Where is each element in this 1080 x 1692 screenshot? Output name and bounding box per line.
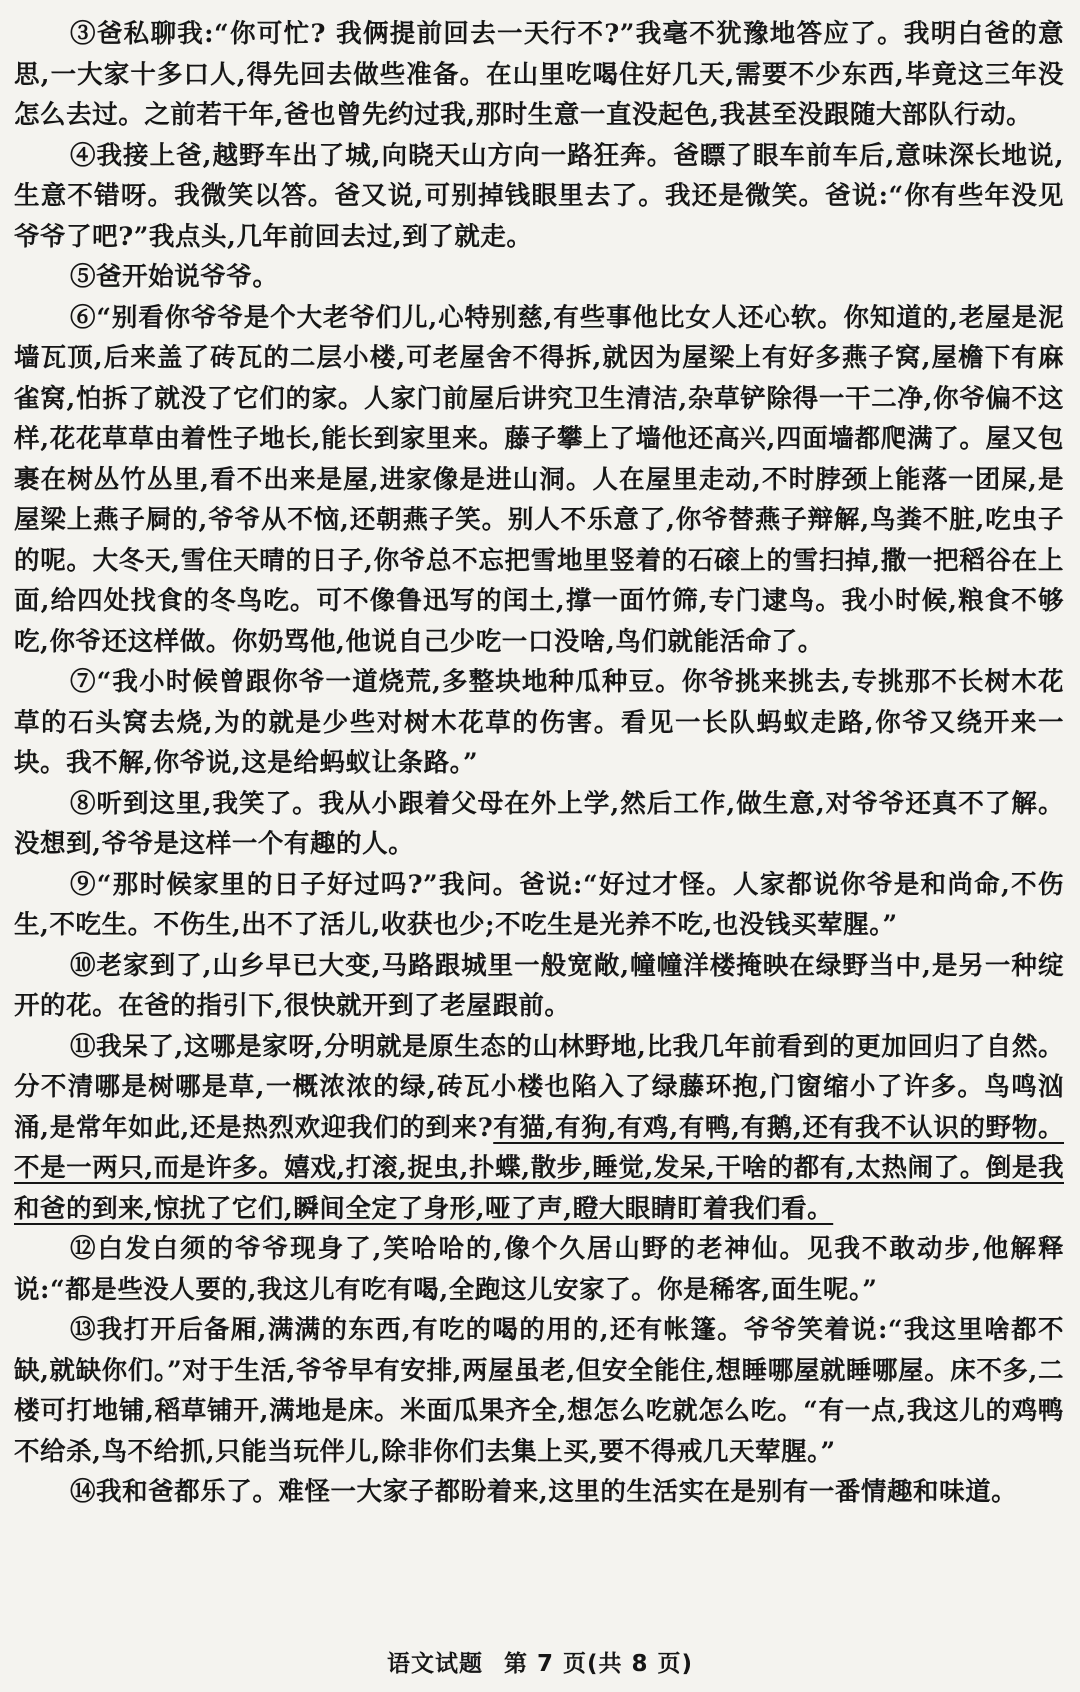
paragraph-7: ⑦“我小时候曾跟你爷一道烧荒,多整块地种瓜种豆。你爷挑来挑去,专挑那不长树木花草的石头窝去烧,为的就是少些对树木花草的伤害。看见一长队蚂蚁走路,你爷又绕开来一块。我不解,你爷说,这是给蚂蚁让条路。” bbox=[14, 667, 1064, 778]
footer-page-number: 第 7 页(共 8 页) bbox=[503, 1651, 694, 1677]
paragraph-8: ⑧听到这里,我笑了。我从小跟着父母在外上学,然后工作,做生意,对爷爷还真不了解。没想到,爷爷是这样一个有趣的人。 bbox=[14, 788, 1064, 859]
paragraph-9: ⑨“那时候家里的日子好过吗?”我问。爸说:“好过才怪。人家都说你爷是和尚命,不伤生,不吃生。不伤生,出不了活儿,收获也少;不吃生是光养不吃,也没钱买荤腥。” bbox=[14, 869, 1064, 940]
paragraph-12: ⑫白发白须的爷爷现身了,笑哈哈的,像个久居山野的老神仙。见我不敢动步,他解释说:“都是些没人要的,我这儿有吃有喝,全跑这儿安家了。你是稀客,面生呢。” bbox=[14, 1234, 1064, 1305]
paragraph-13: ⑬我打开后备厢,满满的东西,有吃的喝的用的,还有帐篷。爷爷笑着说:“我这里啥都不缺,就缺你们。”对于生活,爷爷早有安排,两屋虽老,但安全能住,想睡哪屋就睡哪屋。床不多,二楼可打地铺,稻草铺开,满地是床。米面瓜果齐全,想怎么吃就怎么吃。“有一点,我这儿的鸡鸭不给杀,鸟不给抓,只能当玩伴儿,除非你们去集上买,要不得戒几天荤腥。” bbox=[14, 1315, 1064, 1467]
paragraph-4: ④我接上爸,越野车出了城,向晓天山方向一路狂奔。爸瞟了眼车前车后,意味深长地说,生意不错呀。我微笑以答。爸又说,可别掉钱眼里去了。我还是微笑。爸说:“你有些年没见爷爷了吧?”我点头,几年前回去过,到了就走。 bbox=[14, 140, 1064, 252]
paragraph-11-text: ⑪我呆了,这哪是家呀,分明就是原生态的山林野地,比我几年前看到的更加回归了自然。分不清哪是树哪是草,一概浓浓的绿,砖瓦小楼也陷入了绿藤环抱,门窗缩小了许多。鸟鸣汹涌,是常年如此,还是热烈欢迎我们的到来? bbox=[14, 1031, 1064, 1143]
paragraph-10: ⑩老家到了,山乡早已大变,马路跟城里一般宽敞,幢幢洋楼掩映在绿野当中,是另一种绽开的花。在爸的指引下,很快就开到了老屋跟前。 bbox=[14, 950, 1064, 1021]
paragraph-3: ③爸私聊我:“你可忙? 我俩提前回去一天行不?”我毫不犹豫地答应了。我明白爸的意思,一大家十多口人,得先回去做些准备。在山里吃喝住好几天,需要不少东西,毕竟这三年没怎么去过。之前若干年,爸也曾先约过我,那时生意一直没起色,我甚至没跟随大部队行动。 bbox=[14, 19, 1064, 130]
footer-subject: 语文试题 bbox=[386, 1651, 483, 1677]
paragraph-11-underlined-passage: 有猫,有狗,有鸡,有鸭,有鹅,还有我不认识的野物。不是一两只,而是许多。嬉戏,打滚,捉虫,扑蝶,散步,睡觉,发呆,干啥的都有,太热闹了。倒是我和爸的到来,惊扰了它们,瞬间全定了身形,哑了声,瞪大眼睛盯着我们看。 bbox=[14, 1112, 1065, 1224]
paragraph-6: ⑥“别看你爷爷是个大老爷们儿,心特别慈,有些事他比女人还心软。你知道的,老屋是泥墙瓦顶,后来盖了砖瓦的二层小楼,可老屋舍不得拆,就因为屋梁上有好多燕子窝,屋檐下有麻雀窝,怕拆了就没了它们的家。人家门前屋后讲究卫生清洁,杂草铲除得一干二净,你爷偏不这样,花花草草由着性子地长,能长到家里来。藤子攀上了墙他还高兴,四面墙都爬满了。屋又包裹在树丛竹丛里,看不出来是屋,进家像是进山洞。人在屋里走动,不时脖颈上能落一团屎,是屋梁上燕子屙的,爷爷从不恼,还朝燕子笑。别人不乐意了,你爷替燕子辩解,鸟粪不脏,吃虫子的呢。大冬天,雪住天晴的日子,你爷总不忘把雪地里竖着的石磙上的雪扫掉,撒一把稻谷在上面,给四处找食的冬鸟吃。可不像鲁迅写的闰土,撑一面竹筛,专门逮鸟。我小时候,粮食不够吃,你爷还这样做。你奶骂他,他说自己少吃一口没啥,鸟们就能活命了。 bbox=[14, 302, 1064, 657]
page-footer bbox=[0, 1645, 1080, 1678]
paragraph-5: ⑤爸开始说爷爷。 bbox=[70, 262, 279, 292]
paragraph-11 bbox=[14, 1027, 1064, 1230]
paragraph-14: ⑭我和爸都乐了。难怪一大家子都盼着来,这里的生活实在是别有一番情趣和味道。 bbox=[70, 1477, 1018, 1507]
